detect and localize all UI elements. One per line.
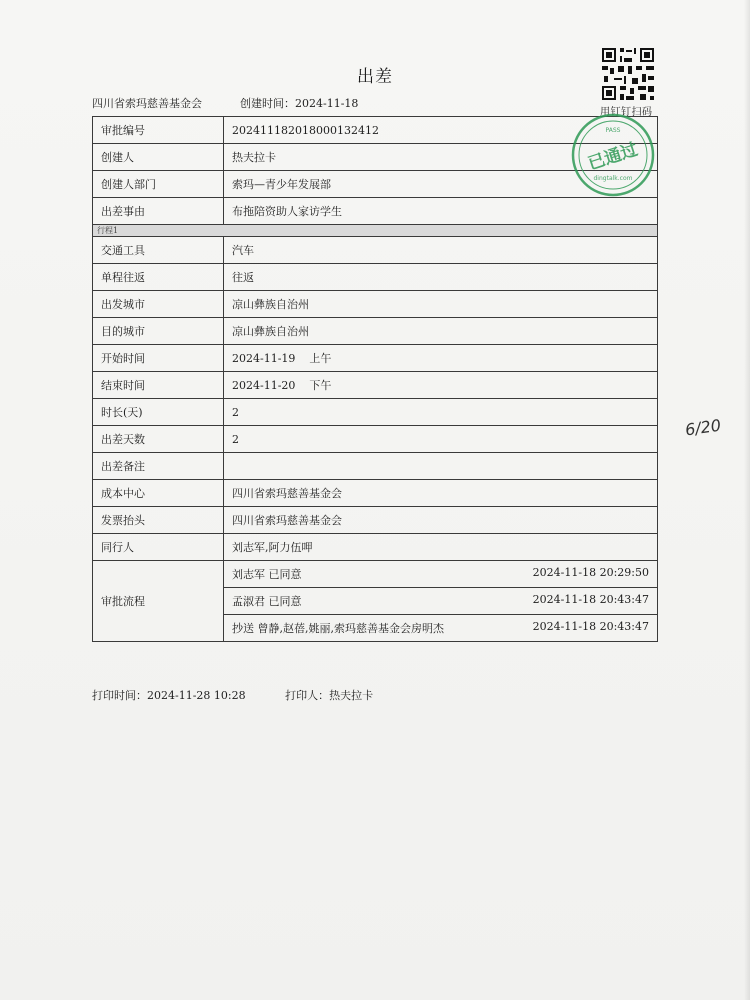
field-value: 四川省索玛慈善基金会 <box>224 480 658 507</box>
section-label: 行程1 <box>93 225 658 237</box>
field-value: 布拖陪资助人家访学生 <box>224 198 658 225</box>
approval-step-text: 孟淑君 已同意 <box>232 595 302 608</box>
print-time: 打印时间：2024-11-28 10:28 <box>92 689 246 702</box>
field-label: 审批编号 <box>93 117 224 144</box>
created-time: 创建时间：2024-11-18 <box>240 97 359 110</box>
field-label: 发票抬头 <box>93 507 224 534</box>
table-row <box>93 372 658 399</box>
field-label: 成本中心 <box>93 480 224 507</box>
field-label: 时长(天) <box>93 399 224 426</box>
table-row <box>93 507 658 534</box>
field-value: 刘志军,阿力伍呷 <box>224 534 658 561</box>
field-label: 开始时间 <box>93 345 224 372</box>
printer-name: 打印人：热夫拉卡 <box>285 689 374 702</box>
approval-step-text: 刘志军 已同意 <box>232 568 302 581</box>
field-label: 单程往返 <box>93 264 224 291</box>
section-header-row <box>93 225 658 237</box>
table-row <box>93 318 658 345</box>
field-value: 凉山彝族自治州 <box>224 291 658 318</box>
table-row <box>93 345 658 372</box>
field-label: 结束时间 <box>93 372 224 399</box>
approval-row <box>93 561 658 588</box>
approval-step <box>224 588 658 615</box>
qr-scan-label: 用钉钉扫码 <box>600 107 653 118</box>
field-value: 2024-11-20 下午 <box>224 372 658 399</box>
qr-code-icon <box>600 46 656 102</box>
approval-step <box>224 561 658 588</box>
field-label: 出差事由 <box>93 198 224 225</box>
field-label: 目的城市 <box>93 318 224 345</box>
field-label: 同行人 <box>93 534 224 561</box>
field-value: 索玛—青少年发展部 <box>224 171 658 198</box>
field-label: 出发城市 <box>93 291 224 318</box>
table-row <box>93 534 658 561</box>
field-value: 热夫拉卡 <box>224 144 658 171</box>
approval-step-time: 2024-11-18 20:29:50 <box>532 566 649 579</box>
table-row <box>93 480 658 507</box>
approval-flow-label: 审批流程 <box>93 561 224 642</box>
field-value: 汽车 <box>224 237 658 264</box>
field-value: 202411182018000132412 <box>224 117 658 144</box>
handwritten-note: 6/20 <box>683 415 723 440</box>
field-label: 交通工具 <box>93 237 224 264</box>
field-value: 2024-11-19 上午 <box>224 345 658 372</box>
table-row <box>93 237 658 264</box>
page-edge-shadow <box>744 0 750 1000</box>
stamp-bottom-text: dingtalk.com <box>593 175 633 182</box>
approval-step-time: 2024-11-18 20:43:47 <box>532 620 649 633</box>
field-value: 凉山彝族自治州 <box>224 318 658 345</box>
field-value: 往返 <box>224 264 658 291</box>
field-value <box>224 453 658 480</box>
field-value: 2 <box>224 399 658 426</box>
field-label: 出差天数 <box>93 426 224 453</box>
table-row <box>93 453 658 480</box>
table-row <box>93 264 658 291</box>
print-info <box>92 687 409 703</box>
table-row <box>93 426 658 453</box>
organization-name: 四川省索玛慈善基金会 <box>92 97 202 110</box>
table-row <box>93 291 658 318</box>
document-title: 出差 <box>357 67 393 87</box>
stamp-main-text: 已通过 <box>585 139 641 175</box>
field-label: 创建人 <box>93 144 224 171</box>
approval-step <box>224 615 658 642</box>
approval-step-text: 抄送 曾静,赵蓓,姚丽,索玛慈善基金会房明杰 <box>232 622 444 635</box>
field-label: 出差备注 <box>93 453 224 480</box>
field-value: 四川省索玛慈善基金会 <box>224 507 658 534</box>
approval-step-time: 2024-11-18 20:43:47 <box>532 593 649 606</box>
approved-stamp <box>570 112 656 198</box>
field-label: 创建人部门 <box>93 171 224 198</box>
field-value: 2 <box>224 426 658 453</box>
table-row <box>93 399 658 426</box>
stamp-top-text: PASS <box>605 127 621 134</box>
table-row <box>93 198 658 225</box>
